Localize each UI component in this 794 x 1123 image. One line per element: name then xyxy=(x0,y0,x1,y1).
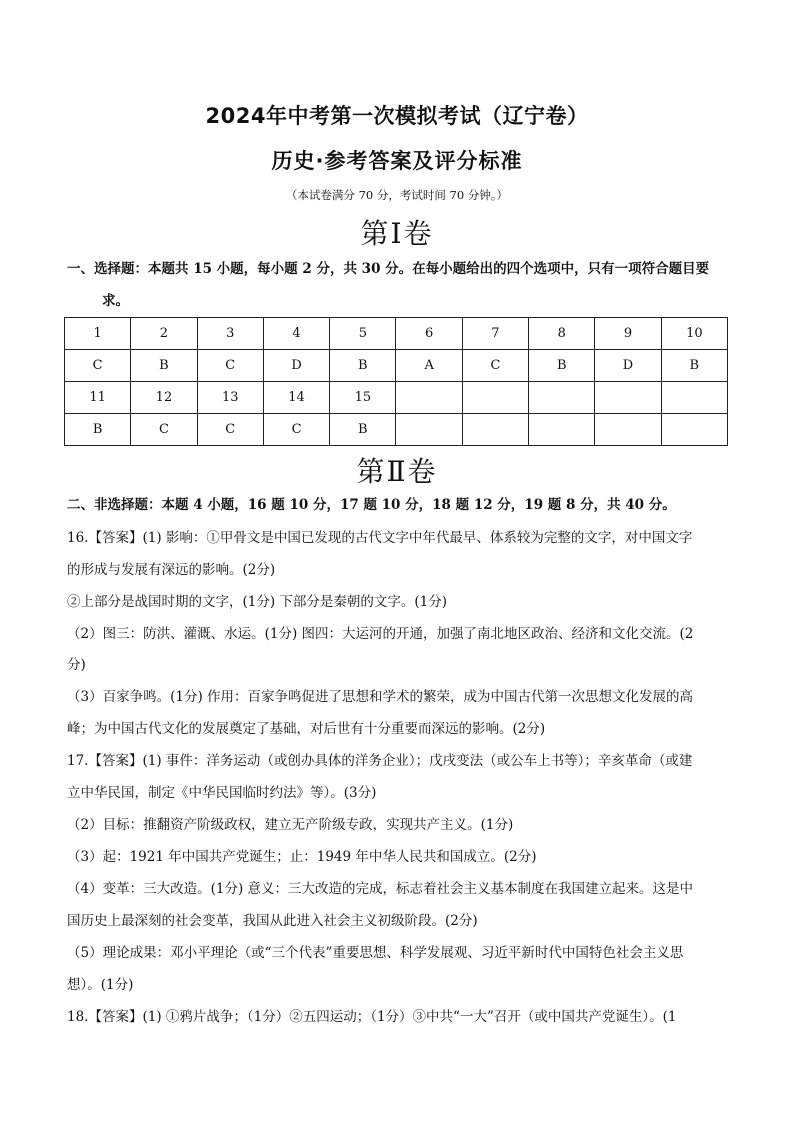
table-cell xyxy=(595,414,661,446)
table-cell: 13 xyxy=(197,382,263,414)
table-cell: 6 xyxy=(396,318,462,350)
table-cell: C xyxy=(462,350,528,382)
answer-line: 17.【答案】(1) 事件：洋务运动（或创办具体的洋务企业）；戊戌变法（或公车上书等）；辛亥革命（或建 xyxy=(67,753,693,769)
table-cell: D xyxy=(595,350,661,382)
section-1-instruction: 一、选择题：本题共 15 小题，每小题 2 分，共 30 分。在每小题给出的四个选项中，只有一项符合题目要 xyxy=(67,261,710,277)
table-cell: 4 xyxy=(263,318,329,350)
answer-line: （2）图三：防洪、灌溉、水运。(1分) 图四：大运河的开通，加强了南北地区政治、经济和文化交流。(2 xyxy=(67,626,694,642)
table-cell xyxy=(661,414,727,446)
table-cell: B xyxy=(661,350,727,382)
answer-line: 的形成与发展有深远的影响。(2分) xyxy=(67,562,276,578)
answer-line: ②上部分是战国时期的文字，(1分) 下部分是秦朝的文字。(1分) xyxy=(67,594,448,610)
table-cell: C xyxy=(197,414,263,446)
table-cell: B xyxy=(131,350,197,382)
table-cell xyxy=(396,414,462,446)
table-cell: 2 xyxy=(131,318,197,350)
answer-line: （3）百家争鸣。(1分) 作用：百家争鸣促进了思想和学术的繁荣，成为中国古代第一次思想文化发展的高 xyxy=(67,689,694,705)
table-cell xyxy=(529,382,595,414)
answer-line: 国历史上最深刻的社会变革，我国从此进入社会主义初级阶段。(2分) xyxy=(67,913,478,929)
table-cell: 8 xyxy=(529,318,595,350)
table-cell: 9 xyxy=(595,318,661,350)
table-cell: 11 xyxy=(65,382,131,414)
table-cell: A xyxy=(396,350,462,382)
answer-line: （5）理论成果：邓小平理论（或“三个代表”重要思想、科学发展观、习近平新时代中国特色社会主义思 xyxy=(67,945,684,961)
answer-line: （2）目标：推翻资产阶级政权，建立无产阶级专政，实现共产主义。(1分) xyxy=(67,817,514,833)
table-row xyxy=(65,318,728,350)
table-cell: C xyxy=(65,350,131,382)
answer-line: 16.【答案】(1) 影响：①甲骨文是中国已发现的古代文字中年代最早、体系较为完整的文字，对中国文字 xyxy=(67,530,693,546)
table-cell xyxy=(595,382,661,414)
table-cell: B xyxy=(529,350,595,382)
answer-table xyxy=(64,317,728,446)
page-title: 2024年中考第一次模拟考试（辽宁卷） xyxy=(205,104,589,128)
table-cell xyxy=(529,414,595,446)
answer-line: （4）变革：三大改造。(1分) 意义：三大改造的完成，标志着社会主义基本制度在我国建立起来。这是中 xyxy=(67,881,694,897)
table-cell xyxy=(462,414,528,446)
answer-line: 18.【答案】(1) ①鸦片战争；（1分）②五四运动；（1分）③中共“一大”召开（或中国共产党诞生）。(1 xyxy=(67,1009,677,1025)
table-cell: 7 xyxy=(462,318,528,350)
table-row xyxy=(65,382,728,414)
answer-line: 峰；为中国古代文化的发展奠定了基础，对后世有十分重要而深远的影响。(2分) xyxy=(67,721,546,737)
table-cell: 15 xyxy=(330,382,396,414)
table-cell: 1 xyxy=(65,318,131,350)
table-cell: 14 xyxy=(263,382,329,414)
answer-line: 分) xyxy=(67,657,86,673)
table-row xyxy=(65,414,728,446)
table-cell: 3 xyxy=(197,318,263,350)
table-cell: D xyxy=(263,350,329,382)
table-cell xyxy=(661,382,727,414)
volume-1-heading: 第Ⅰ卷 xyxy=(360,217,434,250)
table-cell: 10 xyxy=(661,318,727,350)
section-2-instruction: 二、非选择题：本题 4 小题，16 题 10 分，17 题 10 分，18 题 12 分，19 题 8 分，共 40 分。 xyxy=(67,497,676,513)
table-cell: B xyxy=(330,350,396,382)
table-cell xyxy=(396,382,462,414)
answer-line: 立中华民国，制定《中华民国临时约法》等）。(3分) xyxy=(67,785,377,801)
exam-note: （本试卷满分 70 分，考试时间 70 分钟。） xyxy=(285,188,509,202)
table-cell: B xyxy=(330,414,396,446)
table-row xyxy=(65,350,728,382)
table-cell: 5 xyxy=(330,318,396,350)
page-subtitle: 历史·参考答案及评分标准 xyxy=(271,149,523,173)
volume-2-heading: 第Ⅱ卷 xyxy=(356,455,438,488)
table-cell: C xyxy=(131,414,197,446)
table-cell: C xyxy=(263,414,329,446)
answer-line: （3）起：1921 年中国共产党诞生；止：1949 年中华人民共和国成立。(2分) xyxy=(67,849,537,865)
table-cell xyxy=(462,382,528,414)
table-cell: B xyxy=(65,414,131,446)
table-cell: C xyxy=(197,350,263,382)
answer-line: 想）。(1分) xyxy=(67,977,134,993)
section-1-instruction-cont: 求。 xyxy=(102,293,129,309)
table-cell: 12 xyxy=(131,382,197,414)
